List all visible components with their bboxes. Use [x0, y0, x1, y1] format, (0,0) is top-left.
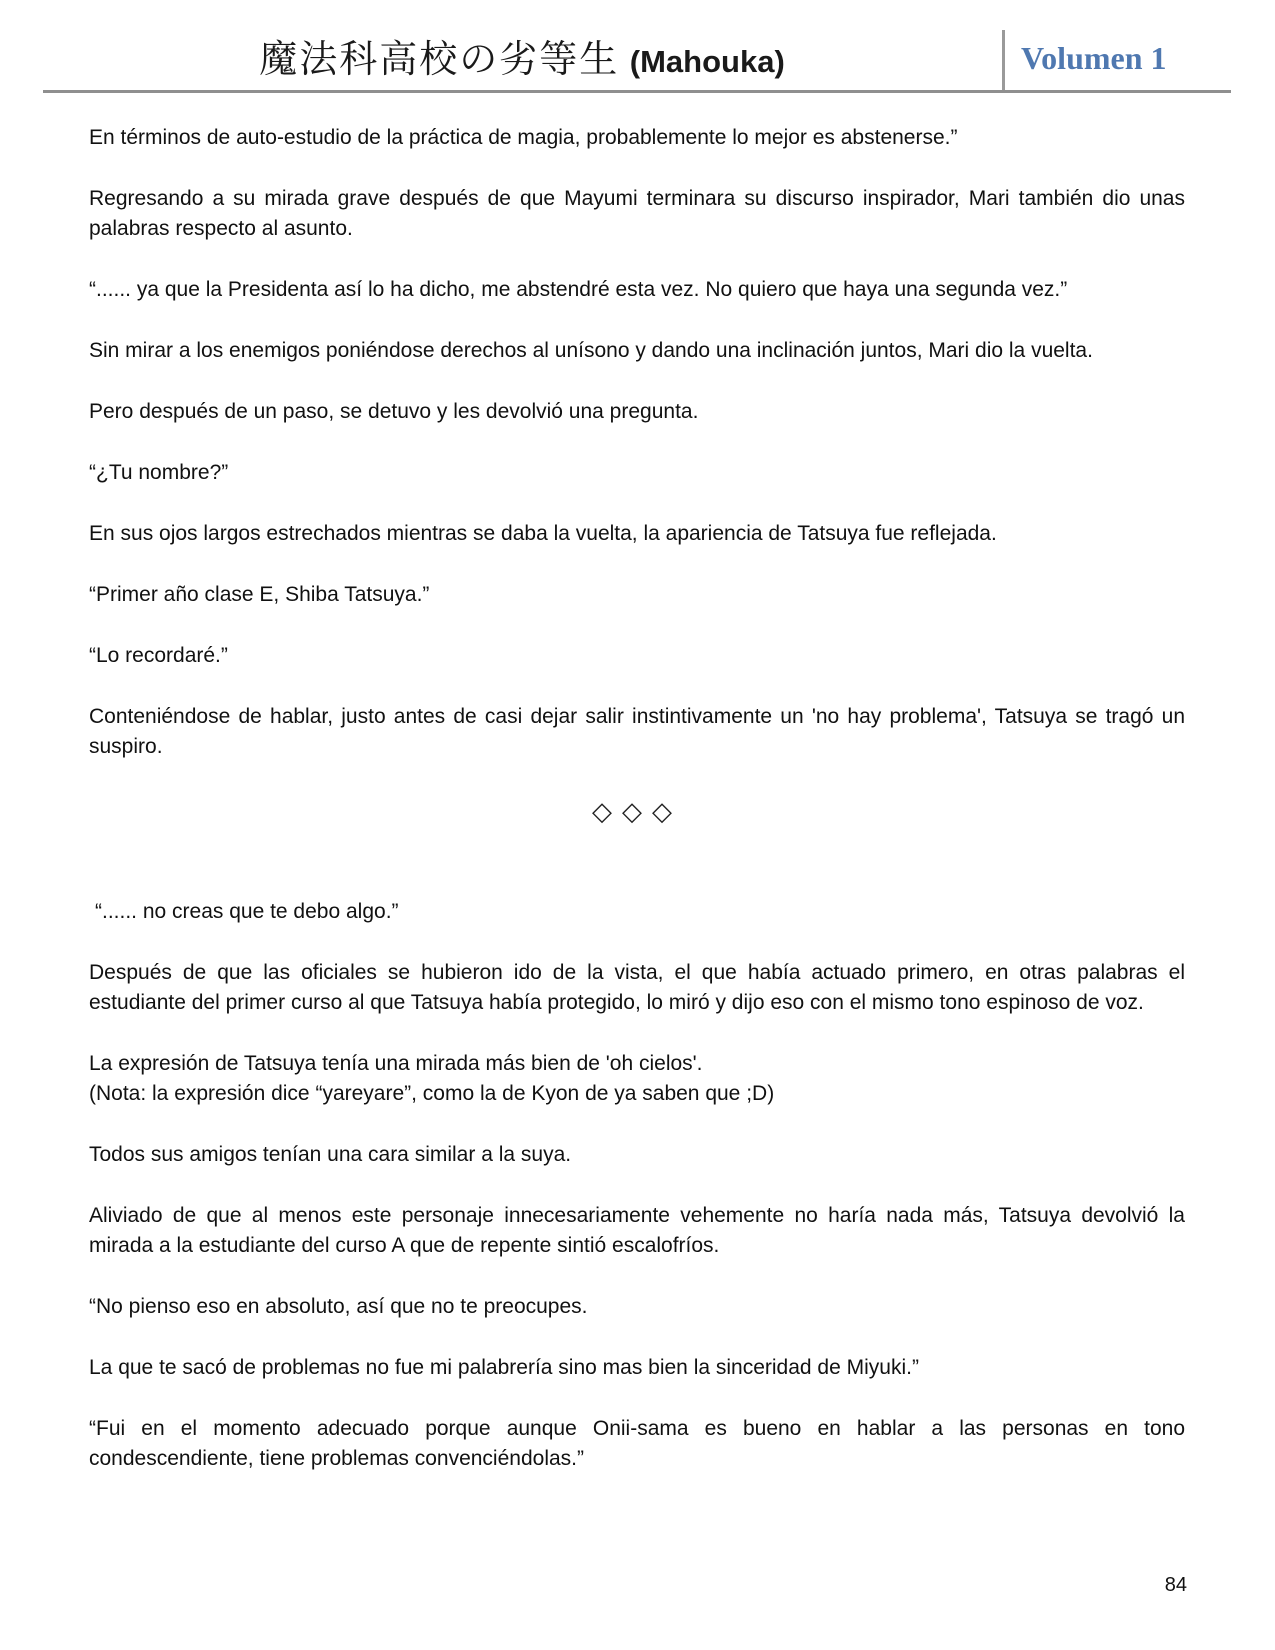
- paragraph: En sus ojos largos estrechados mientras se daba la vuelta, la apariencia de Tatsuya fue reflejada.: [89, 522, 997, 545]
- paragraph: Después de que las oficiales se hubieron ido de la vista, el que había actuado primero, en otras palabras el estudiante del primer curso al que Tatsuya había protegido, lo miró y dijo eso con el mismo tono espinoso de voz.: [89, 961, 1185, 1014]
- book-title: [43, 34, 1001, 87]
- paragraph: La que te sacó de problemas no fue mi palabrería sino mas bien la sinceridad de Miyuki.”: [89, 1356, 919, 1379]
- paragraph: La expresión de Tatsuya tenía una mirada más bien de 'oh cielos'.: [89, 1052, 703, 1075]
- paragraph: “¿Tu nombre?”: [89, 461, 229, 484]
- paragraph: En términos de auto-estudio de la práctica de magia, probablemente lo mejor es abstenerse.”: [89, 126, 958, 149]
- paragraph: “Fui en el momento adecuado porque aunque Onii-sama es bueno en hablar a las personas en tono condescendiente, tiene problemas convenciéndolas.”: [89, 1417, 1185, 1470]
- page-body: [89, 123, 1185, 1505]
- paragraph: “Primer año clase E, Shiba Tatsuya.”: [89, 583, 430, 606]
- book-title-latin: (Mahouka): [629, 44, 785, 79]
- paragraph: “...... ya que la Presidenta así lo ha dicho, me abstendré esta vez. No quiero que haya una segunda vez.”: [89, 278, 1068, 301]
- header-rule: [43, 90, 1231, 93]
- scene-break-separator: ◇◇◇: [592, 797, 682, 827]
- paragraph: “No pienso eso en absoluto, así que no te preocupes.: [89, 1295, 588, 1318]
- translator-note: (Nota: la expresión dice “yareyare”, como la de Kyon de ya saben que ;D): [89, 1082, 775, 1105]
- paragraph: “Lo recordaré.”: [89, 644, 228, 667]
- paragraph: Todos sus amigos tenían una cara similar a la suya.: [89, 1143, 572, 1166]
- page-header: [43, 28, 1231, 94]
- paragraph: Sin mirar a los enemigos poniéndose derechos al unísono y dando una inclinación juntos, Mari dio la vuelta.: [89, 339, 1093, 362]
- paragraph: Regresando a su mirada grave después de que Mayumi terminara su discurso inspirador, Mari también dio unas palabras respecto al asunto.: [89, 187, 1185, 240]
- page-number: 84: [1164, 1574, 1187, 1596]
- header-divider: [1002, 30, 1005, 92]
- paragraph: Conteniéndose de hablar, justo antes de casi dejar salir instintivamente un 'no hay problema', Tatsuya se tragó un suspiro.: [89, 705, 1185, 758]
- paragraph: Pero después de un paso, se detuvo y les devolvió una pregunta.: [89, 400, 699, 423]
- paragraph: Aliviado de que al menos este personaje innecesariamente vehemente no haría nada más, Tatsuya devolvió la mirada a la estudiante del curso A que de repente sintió escalofríos.: [89, 1204, 1185, 1257]
- volume-label: Volumen 1: [1021, 40, 1167, 76]
- book-title-japanese: 魔法科高校の劣等生: [259, 37, 620, 81]
- paragraph: “...... no creas que te debo algo.”: [95, 900, 399, 923]
